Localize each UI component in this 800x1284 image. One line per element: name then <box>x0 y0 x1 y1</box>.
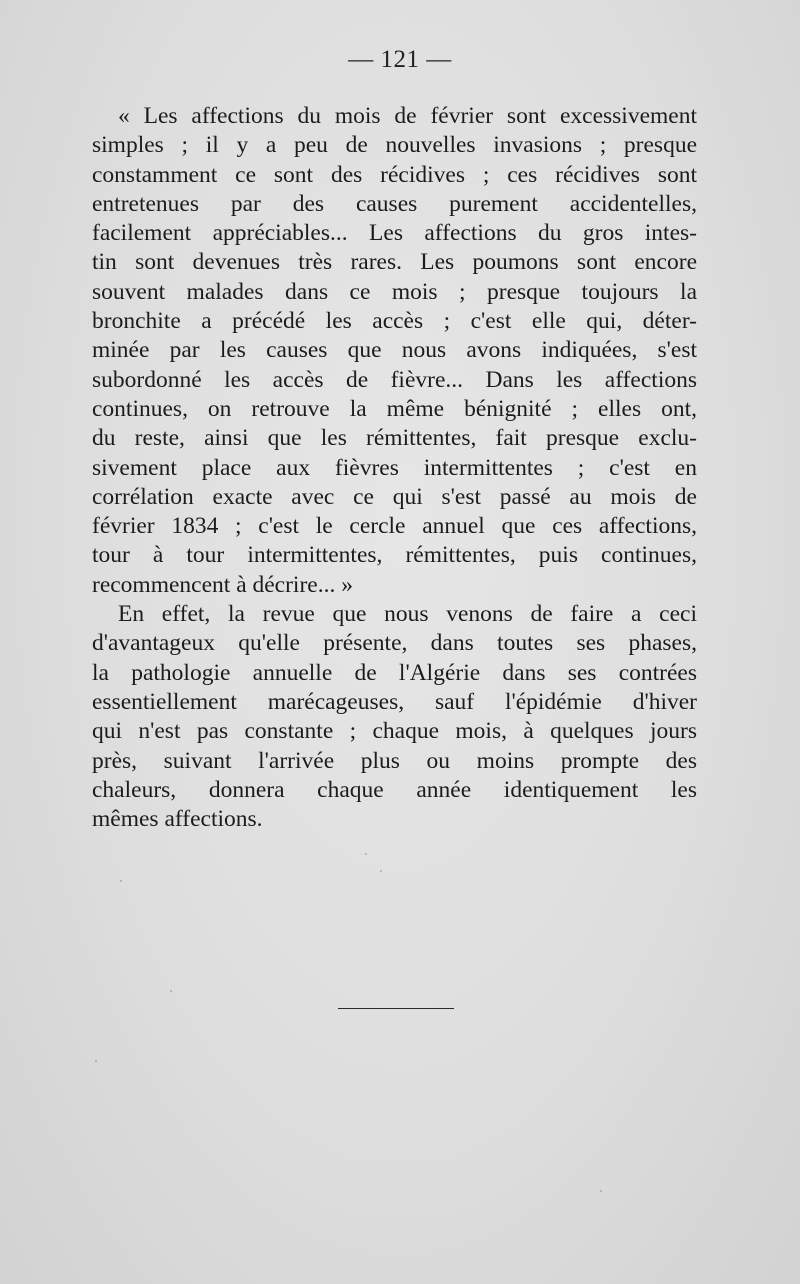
text-line: simples ; il y a peu de nouvelles invasions ; presque <box>92 132 697 159</box>
text-line: du reste, ainsi que les rémittentes, fait presque exclu- <box>92 425 697 452</box>
paper-speck <box>95 1060 97 1062</box>
text-line: bronchite a précédé les accès ; c'est elle qui, déter- <box>92 308 697 335</box>
text-line: d'avantageux qu'elle présente, dans toutes ses phases, <box>92 630 697 657</box>
body-text <box>92 102 697 834</box>
paper-speck <box>600 1190 602 1192</box>
paper-speck <box>120 880 122 882</box>
text-line: février 1834 ; c'est le cercle annuel que ces affections, <box>92 513 697 540</box>
text-line: souvent malades dans ce mois ; presque toujours la <box>92 278 697 305</box>
text-line: essentiellement marécageuses, sauf l'épidémie d'hiver <box>92 688 697 715</box>
paper-speck <box>365 853 367 855</box>
text-line: continues, on retrouve la même bénignité ; elles ont, <box>92 395 697 422</box>
text-line: tour à tour intermittentes, rémittentes, puis continues, <box>92 542 697 569</box>
paper-speck <box>170 990 172 992</box>
text-line: qui n'est pas constante ; chaque mois, à quelques jours <box>92 718 697 745</box>
text-line: « Les affections du mois de février sont excessivement <box>118 103 697 129</box>
text-line: entretenues par des causes purement accidentelles, <box>92 190 697 217</box>
text-line: constamment ce sont des récidives ; ces récidives sont <box>92 161 697 188</box>
section-rule <box>338 1008 454 1009</box>
page-number: — 121 — <box>348 46 452 73</box>
text-line: sivement place aux fièvres intermittentes ; c'est en <box>92 454 697 481</box>
text-line: En effet, la revue que nous venons de faire a ceci <box>118 601 697 628</box>
text-line: minée par les causes que nous avons indiquées, s'est <box>92 337 697 364</box>
text-line: la pathologie annuelle de l'Algérie dans ses contrées <box>92 659 697 686</box>
text-line: près, suivant l'arrivée plus ou moins prompte des <box>92 747 697 774</box>
text-line: facilement appréciables... Les affections du gros intes- <box>92 220 697 247</box>
text-line: mêmes affections. <box>92 806 263 833</box>
text-line: subordonné les accès de fièvre... Dans les affections <box>92 366 697 393</box>
text-line: chaleurs, donnera chaque année identiquement les <box>92 776 697 803</box>
text-line: recommencent à décrire... » <box>92 571 353 598</box>
text-line: corrélation exacte avec ce qui s'est passé au mois de <box>92 483 697 510</box>
text-line: tin sont devenues très rares. Les poumons sont encore <box>92 249 697 276</box>
paper-speck <box>380 870 382 872</box>
